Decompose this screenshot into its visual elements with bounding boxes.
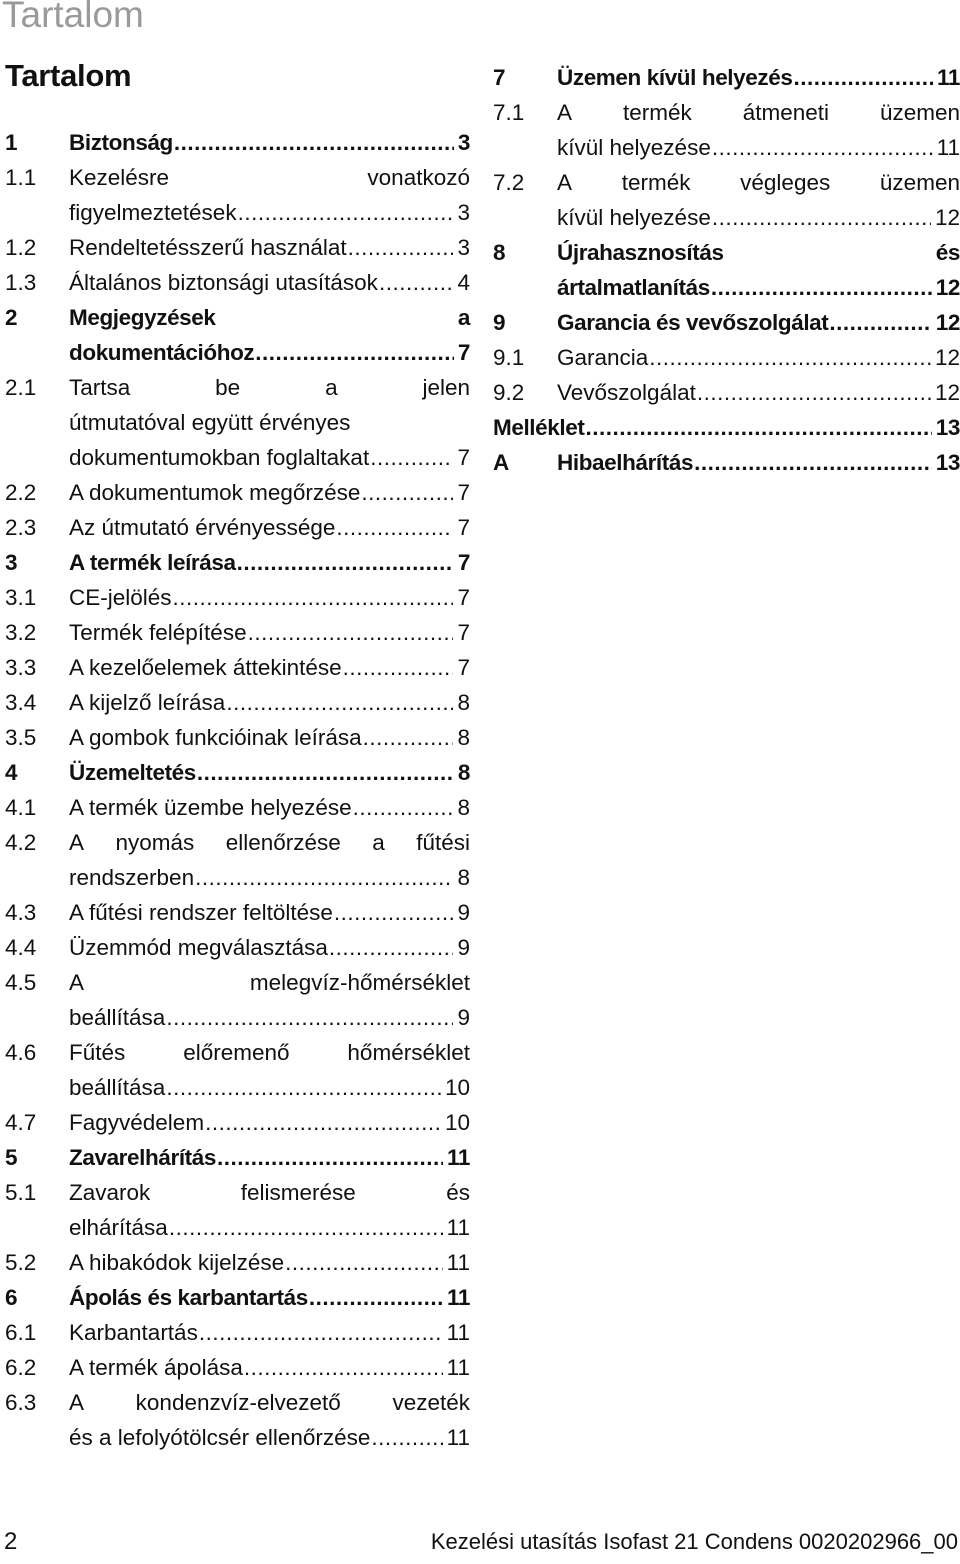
dot-leader bbox=[585, 410, 931, 445]
dot-leader bbox=[248, 615, 454, 650]
dot-leader bbox=[711, 270, 932, 305]
toc-entry-title: Az útmutató érvényessége bbox=[69, 515, 336, 540]
toc-entry-number: 4.5 bbox=[5, 970, 37, 995]
toc-entry[interactable] bbox=[5, 1175, 470, 1245]
toc-entry-title: ártalmatlanítás bbox=[557, 275, 710, 300]
toc-entry-number: 4.4 bbox=[5, 935, 37, 960]
toc-entry-title: Általános biztonsági utasítások bbox=[69, 270, 378, 295]
dot-leader bbox=[712, 200, 931, 235]
toc-entry-number: 3.1 bbox=[5, 585, 37, 610]
toc-entry-page: 7 bbox=[457, 480, 470, 505]
toc-entry-title: A gombok funkcióinak leírása bbox=[69, 725, 362, 750]
toc-entry-page: 11 bbox=[446, 1320, 470, 1345]
toc-entry-number: 3.5 bbox=[5, 725, 37, 750]
toc-entry-page: 11 bbox=[937, 65, 960, 90]
toc-entry-title: A termék leírása bbox=[69, 550, 236, 575]
dot-leader bbox=[712, 130, 933, 165]
document-info: Kezelési utasítás Isofast 21 Condens 0020202966_00 bbox=[430, 1529, 958, 1554]
toc-entry-title: A kondenzvíz-elvezető vezeték bbox=[69, 1390, 470, 1415]
dot-leader bbox=[238, 195, 454, 230]
dot-leader bbox=[334, 895, 454, 930]
toc-entry-title: A termék üzembe helyezése bbox=[69, 795, 352, 820]
dot-leader bbox=[199, 1315, 443, 1350]
toc-entry-page: 7 bbox=[457, 585, 470, 610]
toc-entry-title: Fagyvédelem bbox=[69, 1110, 205, 1135]
toc-entry[interactable] bbox=[5, 300, 470, 370]
toc-entry-page: 7 bbox=[457, 515, 470, 540]
toc-entry[interactable] bbox=[5, 720, 470, 755]
toc-entry-page: 11 bbox=[446, 1250, 470, 1275]
toc-entry-page: 10 bbox=[444, 1075, 470, 1100]
toc-entry-number: 7.1 bbox=[493, 100, 525, 125]
toc-entry-title: Üzemen kívül helyezés bbox=[557, 65, 793, 90]
dot-leader bbox=[285, 1245, 443, 1280]
toc-entry-title: A termék ápolása bbox=[69, 1355, 243, 1380]
toc-entry[interactable] bbox=[5, 1280, 470, 1315]
toc-entry[interactable] bbox=[5, 1140, 470, 1175]
toc-entry-page: 11 bbox=[446, 1425, 470, 1450]
toc-entry[interactable] bbox=[5, 1315, 470, 1350]
toc-entry[interactable] bbox=[5, 1245, 470, 1280]
toc-entry-title: Karbantartás bbox=[69, 1320, 198, 1345]
dot-leader bbox=[379, 265, 454, 300]
toc-entry[interactable] bbox=[5, 265, 470, 300]
toc-entry-number: 2.2 bbox=[5, 480, 37, 505]
toc-entry-page: 7 bbox=[457, 550, 470, 575]
dot-leader bbox=[197, 755, 454, 790]
toc-entry[interactable] bbox=[5, 370, 470, 475]
toc-entry-title: Fűtés előremenő hőmérséklet bbox=[69, 1040, 470, 1065]
toc-entry-title: Megjegyzések a bbox=[69, 305, 470, 330]
toc-entry-title: A termék átmeneti üzemen bbox=[557, 100, 960, 125]
toc-entry-number: 4.6 bbox=[5, 1040, 37, 1065]
toc-entry-number: 6.3 bbox=[5, 1390, 37, 1415]
toc-entry-title: beállítása bbox=[69, 1005, 166, 1030]
toc-entry-title: A kezelőelemek áttekintése bbox=[69, 655, 342, 680]
toc-entry-page: 8 bbox=[457, 795, 470, 820]
toc-entry[interactable] bbox=[493, 340, 960, 375]
toc-entry-title: Zavarelhárítás bbox=[69, 1145, 216, 1170]
toc-entry-page: 3 bbox=[457, 200, 470, 225]
toc-entry-number: 4.3 bbox=[5, 900, 37, 925]
toc-entry-page: 7 bbox=[457, 340, 470, 365]
toc-entry-title: Melléklet bbox=[493, 415, 585, 440]
toc-entry-title: Garancia bbox=[557, 345, 649, 370]
toc-entry[interactable] bbox=[5, 1035, 470, 1105]
toc-entry-title: rendszerben bbox=[69, 865, 195, 890]
toc-entry-number: 2.1 bbox=[5, 375, 37, 400]
toc-entry-title: beállítása bbox=[69, 1075, 166, 1100]
page-title: Tartalom bbox=[5, 58, 132, 93]
dot-leader bbox=[329, 930, 454, 965]
toc-entry-title: Biztonság bbox=[69, 130, 173, 155]
dot-leader bbox=[195, 860, 453, 895]
toc-entry[interactable] bbox=[5, 615, 470, 650]
toc-entry-page: 13 bbox=[935, 450, 960, 475]
toc-entry[interactable] bbox=[493, 235, 960, 305]
toc-entry[interactable] bbox=[5, 160, 470, 230]
dot-leader bbox=[371, 1420, 442, 1455]
toc-entry-title: Ápolás és karbantartás bbox=[69, 1285, 308, 1310]
toc-entry-number: 4.2 bbox=[5, 830, 37, 855]
toc-entry-number: 3 bbox=[5, 550, 18, 575]
toc-entry-number: 4.1 bbox=[5, 795, 37, 820]
page-footer bbox=[0, 1528, 960, 1564]
toc-entry-page: 11 bbox=[447, 1285, 470, 1310]
toc-entry[interactable] bbox=[5, 965, 470, 1035]
toc-entry[interactable] bbox=[493, 410, 960, 445]
toc-entry-title: A hibakódok kijelzése bbox=[69, 1250, 285, 1275]
toc-entry-page: 8 bbox=[457, 690, 470, 715]
toc-entry[interactable] bbox=[5, 230, 470, 265]
dot-leader bbox=[226, 685, 453, 720]
dot-leader bbox=[169, 1210, 443, 1245]
dot-leader bbox=[370, 440, 453, 475]
toc-entry-number: 6.1 bbox=[5, 1320, 37, 1345]
dot-leader bbox=[829, 305, 931, 340]
toc-entry-page: 8 bbox=[457, 725, 470, 750]
dot-leader bbox=[353, 790, 454, 825]
toc-entry-title: Hibaelhárítás bbox=[557, 450, 694, 475]
dot-leader bbox=[694, 445, 932, 480]
dot-leader bbox=[697, 375, 931, 410]
toc-entry-title: A kijelző leírása bbox=[69, 690, 226, 715]
dot-leader bbox=[336, 510, 453, 545]
toc-entry-title: Üzemeltetés bbox=[69, 760, 196, 785]
toc-entry-page: 9 bbox=[457, 1005, 470, 1030]
toc-entry-title: dokumentációhoz bbox=[69, 340, 255, 365]
toc-entry-number: 8 bbox=[493, 240, 506, 265]
dot-leader bbox=[309, 1280, 443, 1315]
dot-leader bbox=[166, 1000, 453, 1035]
toc-entry-page: 12 bbox=[935, 275, 960, 300]
toc-entry-page: 11 bbox=[936, 135, 960, 160]
toc-entry-number: 3.3 bbox=[5, 655, 37, 680]
toc-entry-title: CE-jelölés bbox=[69, 585, 172, 610]
toc-entry-title: Kezelésre vonatkozó bbox=[69, 165, 470, 190]
toc-entry-page: 12 bbox=[934, 345, 960, 370]
toc-entry-page: 8 bbox=[457, 865, 470, 890]
toc-entry-number: 2.3 bbox=[5, 515, 37, 540]
toc-entry-title: kívül helyezése bbox=[557, 135, 711, 160]
toc-entry-page: 11 bbox=[447, 1145, 470, 1170]
toc-entry[interactable] bbox=[493, 165, 960, 235]
toc-entry-number: 5.1 bbox=[5, 1180, 37, 1205]
dot-leader bbox=[174, 125, 454, 160]
toc-entry-page: 7 bbox=[457, 655, 470, 680]
toc-entry-number: 1.1 bbox=[5, 165, 37, 190]
toc-entry[interactable] bbox=[5, 580, 470, 615]
toc-entry-number: 7 bbox=[493, 65, 506, 90]
toc-entry-title: dokumentumokban foglaltakat bbox=[69, 445, 370, 470]
toc-entry-number: 6 bbox=[5, 1285, 18, 1310]
dot-leader bbox=[649, 340, 931, 375]
toc-entry[interactable] bbox=[5, 825, 470, 895]
toc-entry-page: 13 bbox=[935, 415, 960, 440]
toc-entry[interactable] bbox=[5, 545, 470, 580]
toc-entry-title: útmutatóval együtt érvényes bbox=[69, 410, 351, 435]
dot-leader bbox=[237, 545, 454, 580]
dot-leader bbox=[343, 650, 454, 685]
toc-entry[interactable] bbox=[493, 305, 960, 340]
dot-leader bbox=[173, 580, 454, 615]
toc-entry[interactable] bbox=[5, 790, 470, 825]
dot-leader bbox=[255, 335, 454, 370]
dot-leader bbox=[361, 475, 453, 510]
toc-entry-title: kívül helyezése bbox=[557, 205, 711, 230]
toc-entry-number: 9 bbox=[493, 310, 506, 335]
toc-entry-page: 7 bbox=[457, 620, 470, 645]
toc-entry-number: 9.2 bbox=[493, 380, 525, 405]
toc-entry[interactable] bbox=[493, 60, 960, 95]
toc-entry-number: 6.2 bbox=[5, 1355, 37, 1380]
toc-entry[interactable] bbox=[5, 125, 470, 160]
toc-entry-title: A fűtési rendszer feltöltése bbox=[69, 900, 333, 925]
toc-entry-title: figyelmeztetések bbox=[69, 200, 237, 225]
toc-entry-title: Termék felépítése bbox=[69, 620, 247, 645]
dot-leader bbox=[166, 1070, 441, 1105]
toc-entry-number: 1.2 bbox=[5, 235, 37, 260]
toc-entry-title: Rendeltetésszerű használat bbox=[69, 235, 347, 260]
toc-entry[interactable] bbox=[5, 510, 470, 545]
toc-entry-page: 12 bbox=[934, 205, 960, 230]
toc-entry[interactable] bbox=[5, 755, 470, 790]
toc-entry-page: 10 bbox=[444, 1110, 470, 1135]
dot-leader bbox=[217, 1140, 443, 1175]
toc-entry[interactable] bbox=[493, 375, 960, 410]
toc-entry-page: 3 bbox=[457, 130, 470, 155]
toc-entry-page: 12 bbox=[934, 380, 960, 405]
toc-entry-title: A nyomás ellenőrzése a fűtési bbox=[69, 830, 470, 855]
toc-entry-title: A melegvíz-hőmérséklet bbox=[69, 970, 470, 995]
toc-entry[interactable] bbox=[5, 650, 470, 685]
toc-entry[interactable] bbox=[5, 475, 470, 510]
toc-entry[interactable] bbox=[493, 95, 960, 165]
toc-entry[interactable] bbox=[5, 930, 470, 965]
toc-entry-page: 11 bbox=[446, 1355, 470, 1380]
toc-entry-page: 4 bbox=[457, 270, 470, 295]
toc-entry-title: A termék végleges üzemen bbox=[557, 170, 960, 195]
toc-entry-number: 4 bbox=[5, 760, 18, 785]
toc-column-left bbox=[5, 125, 470, 1455]
dot-leader bbox=[793, 60, 933, 95]
dot-leader bbox=[363, 720, 454, 755]
dot-leader bbox=[244, 1350, 443, 1385]
toc-entry[interactable] bbox=[5, 685, 470, 720]
toc-entry[interactable] bbox=[5, 1385, 470, 1455]
toc-entry-title: A dokumentumok megőrzése bbox=[69, 480, 361, 505]
toc-entry-page: 8 bbox=[457, 760, 470, 785]
toc-entry-title: Garancia és vevőszolgálat bbox=[557, 310, 829, 335]
toc-entry-title: Zavarok felismerése és bbox=[69, 1180, 470, 1205]
toc-entry-title: Újrahasznosítás és bbox=[557, 240, 960, 265]
toc-entry-number: 3.2 bbox=[5, 620, 37, 645]
running-header: Tartalom bbox=[2, 0, 144, 35]
toc-entry-title: Üzemmód megválasztása bbox=[69, 935, 328, 960]
toc-entry-page: 7 bbox=[457, 445, 470, 470]
toc-entry-number: 5.2 bbox=[5, 1250, 37, 1275]
toc-entry[interactable] bbox=[5, 1350, 470, 1385]
toc-column-right bbox=[493, 60, 960, 480]
toc-entry-title: Tartsa be a jelen bbox=[69, 375, 470, 400]
toc-entry-page: 9 bbox=[457, 900, 470, 925]
toc-entry-number: 1.3 bbox=[5, 270, 37, 295]
toc-entry-page: 3 bbox=[457, 235, 470, 260]
page-number: 2 bbox=[4, 1528, 18, 1555]
toc-entry-title: Vevőszolgálat bbox=[557, 380, 696, 405]
toc-entry-number: 1 bbox=[5, 130, 18, 155]
toc-entry-page: 11 bbox=[446, 1215, 470, 1240]
toc-entry-number: 2 bbox=[5, 305, 18, 330]
toc-entry-page: 12 bbox=[935, 310, 960, 335]
toc-entry-title: és a lefolyótölcsér ellenőrzése bbox=[69, 1425, 371, 1450]
toc-entry-number: 9.1 bbox=[493, 345, 525, 370]
toc-entry-page: 9 bbox=[457, 935, 470, 960]
toc-entry[interactable] bbox=[5, 1105, 470, 1140]
toc-entry-number: 3.4 bbox=[5, 690, 37, 715]
toc-entry-number: 5 bbox=[5, 1145, 18, 1170]
dot-leader bbox=[348, 230, 454, 265]
toc-entry[interactable] bbox=[5, 895, 470, 930]
dot-leader bbox=[205, 1105, 441, 1140]
toc-entry-title: elhárítása bbox=[69, 1215, 168, 1240]
toc-entry-number: 7.2 bbox=[493, 170, 525, 195]
toc-entry-number: 4.7 bbox=[5, 1110, 37, 1135]
toc-entry-number: A bbox=[493, 450, 509, 475]
toc-entry[interactable] bbox=[493, 445, 960, 480]
